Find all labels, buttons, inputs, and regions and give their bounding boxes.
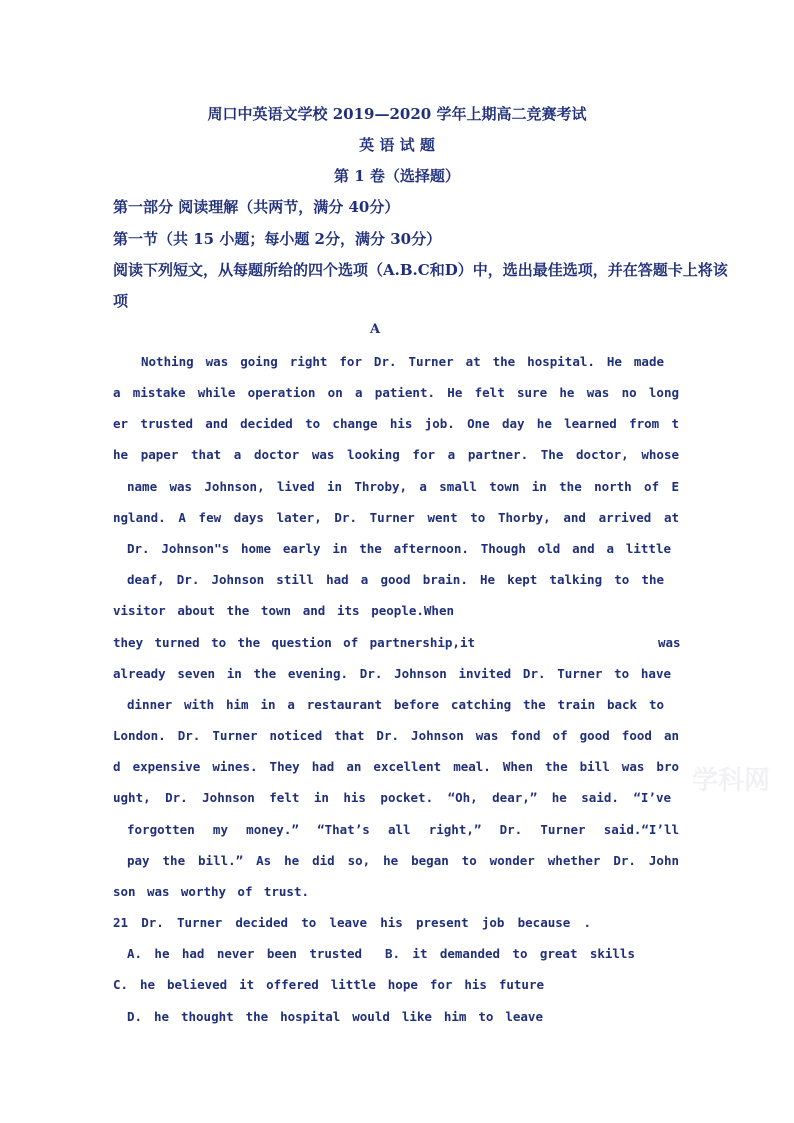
passage-line: visitor about the town and its people.When <box>113 603 454 618</box>
passage-line: Dr. Johnson"s home early in the afternoon. Though old and a little <box>127 541 671 556</box>
question-stem: 21 Dr. Turner decided to leave his present job because . <box>113 915 591 930</box>
volume-heading: 第 1 卷（选择题） <box>334 167 460 185</box>
passage-line: deaf, Dr. Johnson still had a good brain. He kept talking to the <box>127 572 664 587</box>
option-a: A. he had never been trusted <box>127 946 362 961</box>
watermark: 学科网 <box>692 766 771 796</box>
option-c: C. he believed it offered little hope for his future <box>113 977 544 992</box>
passage-line: London. Dr. Turner noticed that Dr. Johnson was fond of good food an <box>113 728 679 743</box>
passage-line: a mistake while operation on a patient. He felt sure he was no long <box>113 385 679 400</box>
passage-line: Nothing was going right for Dr. Turner at the hospital. He made <box>141 354 664 369</box>
subpart-heading: 第一节（共 15 小题；每小题 2分，满分 30分） <box>113 230 442 248</box>
part-heading: 第一部分 阅读理解（共两节，满分 40分） <box>113 198 400 216</box>
option-b: B. it demanded to great skills <box>385 946 635 961</box>
passage-line: ught, Dr. Johnson felt in his pocket. “Oh, dear,” he said. “I’ve <box>113 790 671 805</box>
instruction-line-2: 项 <box>113 292 129 310</box>
option-d: D. he thought the hospital would like him to leave <box>127 1009 543 1024</box>
passage-line: he paper that a doctor was looking for a partner. The doctor, whose <box>113 447 679 462</box>
passage-line: son was worthy of trust. <box>113 884 309 899</box>
passage-line: already seven in the evening. Dr. Johnson invited Dr. Turner to have <box>113 666 671 681</box>
instruction-line-1: 阅读下列短文，从每题所给的四个选项（A.B.C和D）中，选出最佳选项，并在答题卡上将该 <box>113 261 728 279</box>
passage-line: dinner with him in a restaurant before catching the train back to <box>127 697 664 712</box>
passage-line: pay the bill.” As he did so, he began to wonder whether Dr. John <box>127 853 679 868</box>
exam-title: 周口中英语文学校 2019—2020 学年上期高二竞赛考试 <box>207 105 587 123</box>
passage-line: they turned to the question of partnership,it <box>113 635 475 650</box>
passage-line: ngland. A few days later, Dr. Turner went to Thorby, and arrived at <box>113 510 679 525</box>
passage-line: forgotten my money.” “That’s all right,” Dr. Turner said.“I’ll <box>127 822 679 837</box>
passage-line: was <box>658 635 681 650</box>
passage-line: er trusted and decided to change his job. One day he learned from t <box>113 416 679 431</box>
passage-line: d expensive wines. They had an excellent meal. When the bill was bro <box>113 759 679 774</box>
passage-line: name was Johnson, lived in Throby, a small town in the north of E <box>127 479 679 494</box>
exam-subtitle: 英 语 试 题 <box>359 136 435 154</box>
passage-label: A <box>370 322 381 337</box>
